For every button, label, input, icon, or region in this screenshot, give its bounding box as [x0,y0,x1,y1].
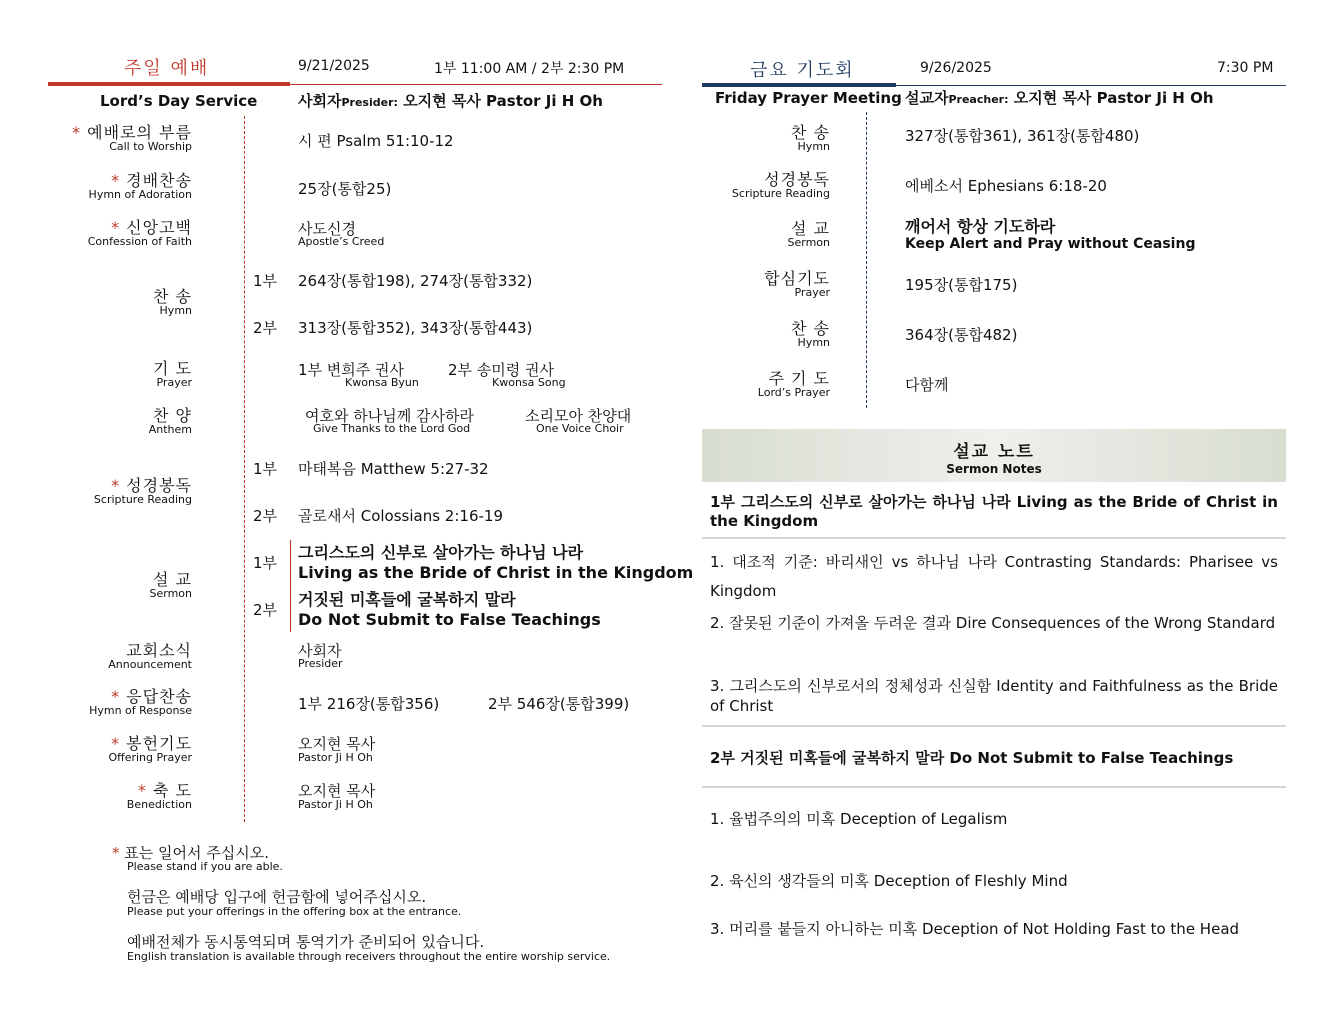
friday-lords-prayer-label: 주 기 도 Lord’s Prayer [757,369,830,399]
friday-hymn1-value: 327장(통합361), 361장(통합480) [905,127,1140,145]
hymn-adoration-value: 25장(통합25) [298,180,392,198]
sermon-service1: 1부 [253,554,278,572]
sermon-title1-en: Living as the Bride of Christ in the Kingdom [298,563,694,582]
sunday-presider [298,90,603,111]
sermon-title2-ko: 거짓된 미혹들에 굴복하지 말라 [298,590,516,609]
prayer-leader2-en: Kwonsa Song [492,376,566,389]
friday-title-ko: 금요 기도회 [750,60,855,81]
notes-service1-point3: 3. 그리스도의 신부로서의 정체성과 신실함 Identity and Faithfulness as the Bride of Christ [710,677,1278,715]
scripture-value1: 마태복음 Matthew 5:27-32 [298,460,489,478]
preacher-label-en: Preacher: [948,93,1009,106]
notes-service1-point1: 1. 대조적 기준: 바리새인 vs 하나님 나라 Contrasting Standards: Pharisee vs Kingdom [710,553,1278,600]
hymn-value2: 313장(통합352), 343장(통합443) [298,319,533,337]
friday-hymn2-label: 찬 송 Hymn [791,319,830,349]
response-value1: 1부 216장(통합356) [298,695,440,713]
sermon-bracket [290,540,291,632]
response-label: * 응답찬송 Hymn of Response [89,687,192,717]
notes-service1-title: 1부 그리스도의 신부로 살아가는 하나님 나라 Living as the Bride of Christ in the Kingdom [710,493,1278,530]
notes-rule-3 [702,786,1286,788]
announcement-label: 교회소식 Announcement [108,641,192,671]
footer-stand: * 표는 일어서 주십시오. [112,844,269,862]
presider-label-en: Presider: [341,96,398,109]
confession-value-en: Apostle’s Creed [298,235,385,248]
sermon-notes-header [702,429,1286,482]
friday-hymn1-label: 찬 송 Hymn [791,123,830,153]
announcement-value-en: Presider [298,657,343,670]
sunday-times: 1부 11:00 AM / 2부 2:30 PM [434,61,625,77]
friday-divider [866,112,867,408]
anthem-song-en: Give Thanks to the Lord God [313,422,471,435]
footer-translation: 예배전체가 동시통역되며 통역기가 준비되어 있습니다. [127,933,485,951]
friday-title-en: Friday Prayer Meeting [715,89,902,107]
footer-offering-en: Please put your offerings in the offering box at the entrance. [127,905,462,918]
sermon-notes-title-en: Sermon Notes [946,462,1042,476]
hymn-service1: 1부 [253,272,278,290]
anthem-song: 여호와 하나님께 감사하라 [305,407,474,425]
presider-label-ko: 사회자 [298,92,342,110]
friday-prayer-value: 195장(통합175) [905,276,1018,294]
sunday-date: 9/21/2025 [298,58,370,74]
friday-header-rule-thin [896,85,1286,86]
anthem-label: 찬 양 Anthem [148,406,192,436]
friday-hymn2-value: 364장(통합482) [905,326,1018,344]
sunday-header-rule [48,82,290,86]
prayer-leader1: 1부 변희주 권사 [298,361,405,379]
footer-stand-en: Please stand if you are able. [127,860,283,873]
sunday-header-rule-thin [290,84,662,85]
footer-translation-en: English translation is available through receivers throughout the entire worship service. [127,950,611,963]
prayer-leader2: 2부 송미령 권사 [448,361,555,379]
friday-header-rule [702,83,896,87]
friday-time: 7:30 PM [1217,60,1274,76]
offering-value: 오지현 목사 [298,735,376,753]
sunday-title-ko: 주일 예배 [124,58,210,79]
offering-value-en: Pastor Ji H Oh [298,751,373,764]
call-to-worship-label: * 예배로의 부름 Call to Worship [72,123,192,153]
friday-lords-prayer-value: 다함께 [905,376,949,394]
sunday-divider [244,116,245,822]
prayer-label: 기 도 Prayer [153,359,192,389]
confession-label: * 신앙고백 Confession of Faith [87,218,192,248]
benediction-label: * 축 도 Benediction [126,781,192,811]
sunday-title-en: Lord’s Day Service [100,92,258,110]
friday-sermon-title-ko: 깨어서 항상 기도하라 [905,217,1056,236]
response-value2: 2부 546장(통합399) [488,695,630,713]
scripture-service1: 1부 [253,460,278,478]
call-to-worship-value: 시 편 Psalm 51:10-12 [298,132,454,150]
scripture-service2: 2부 [253,507,278,525]
notes-service2-title: 2부 거짓된 미혹들에 굴복하지 말라 Do Not Submit to False Teachings [710,749,1234,767]
benediction-value: 오지현 목사 [298,782,376,800]
sermon-title2-en: Do Not Submit to False Teachings [298,610,601,629]
scripture-label: * 성경봉독 Scripture Reading [93,476,192,506]
anthem-choir-en: One Voice Choir [536,422,624,435]
notes-rule-1 [702,537,1286,539]
announcement-value: 사회자 [298,642,342,660]
hymn-service2: 2부 [253,319,278,337]
benediction-value-en: Pastor Ji H Oh [298,798,373,811]
friday-sermon-title-en: Keep Alert and Pray without Ceasing [905,236,1196,252]
anthem-choir: 소리모아 찬양대 [525,407,632,425]
notes-rule-2 [702,725,1286,727]
scripture-value2: 골로새서 Colossians 2:16-19 [298,507,503,525]
friday-scripture-label: 성경봉독 Scripture Reading [731,170,830,200]
sermon-label: 설 교 Sermon [149,570,192,600]
notes-service2-point1: 1. 율법주의의 미혹 Deception of Legalism [710,810,1008,828]
sermon-title1-ko: 그리스도의 신부로 살아가는 하나님 나라 [298,543,584,562]
friday-preacher [905,87,1214,108]
preacher-label-ko: 설교자 [905,89,949,107]
footer-offering: 헌금은 예배당 입구에 헌금함에 넣어주십시오. [127,888,427,906]
confession-value: 사도신경 [298,220,356,238]
friday-prayer-label: 합심기도 Prayer [764,269,830,299]
presider-name: 오지현 목사 Pastor Ji H Oh [403,92,603,110]
notes-service2-point3: 3. 머리를 붙들지 아니하는 미혹 Deception of Not Holding Fast to the Head [710,920,1240,938]
friday-scripture-value: 에베소서 Ephesians 6:18-20 [905,177,1107,195]
sermon-notes-title-ko: 설교 노트 [953,442,1035,462]
friday-date: 9/26/2025 [920,60,992,76]
prayer-leader1-en: Kwonsa Byun [345,376,419,389]
hymn-adoration-label: * 경배찬송 Hymn of Adoration [88,171,192,201]
hymn-label: 찬 송 Hymn [153,287,192,317]
notes-service2-point2: 2. 육신의 생각들의 미혹 Deception of Fleshly Mind [710,872,1068,890]
preacher-name: 오지현 목사 Pastor Ji H Oh [1013,89,1214,107]
sermon-service2: 2부 [253,601,278,619]
hymn-value1: 264장(통합198), 274장(통합332) [298,272,533,290]
offering-label: * 봉헌기도 Offering Prayer [108,734,192,764]
friday-sermon-label: 설 교 Sermon [787,219,830,249]
notes-service1-point2: 2. 잘못된 기준이 가져올 두려운 결과 Dire Consequences of the Wrong Standard [710,614,1276,632]
